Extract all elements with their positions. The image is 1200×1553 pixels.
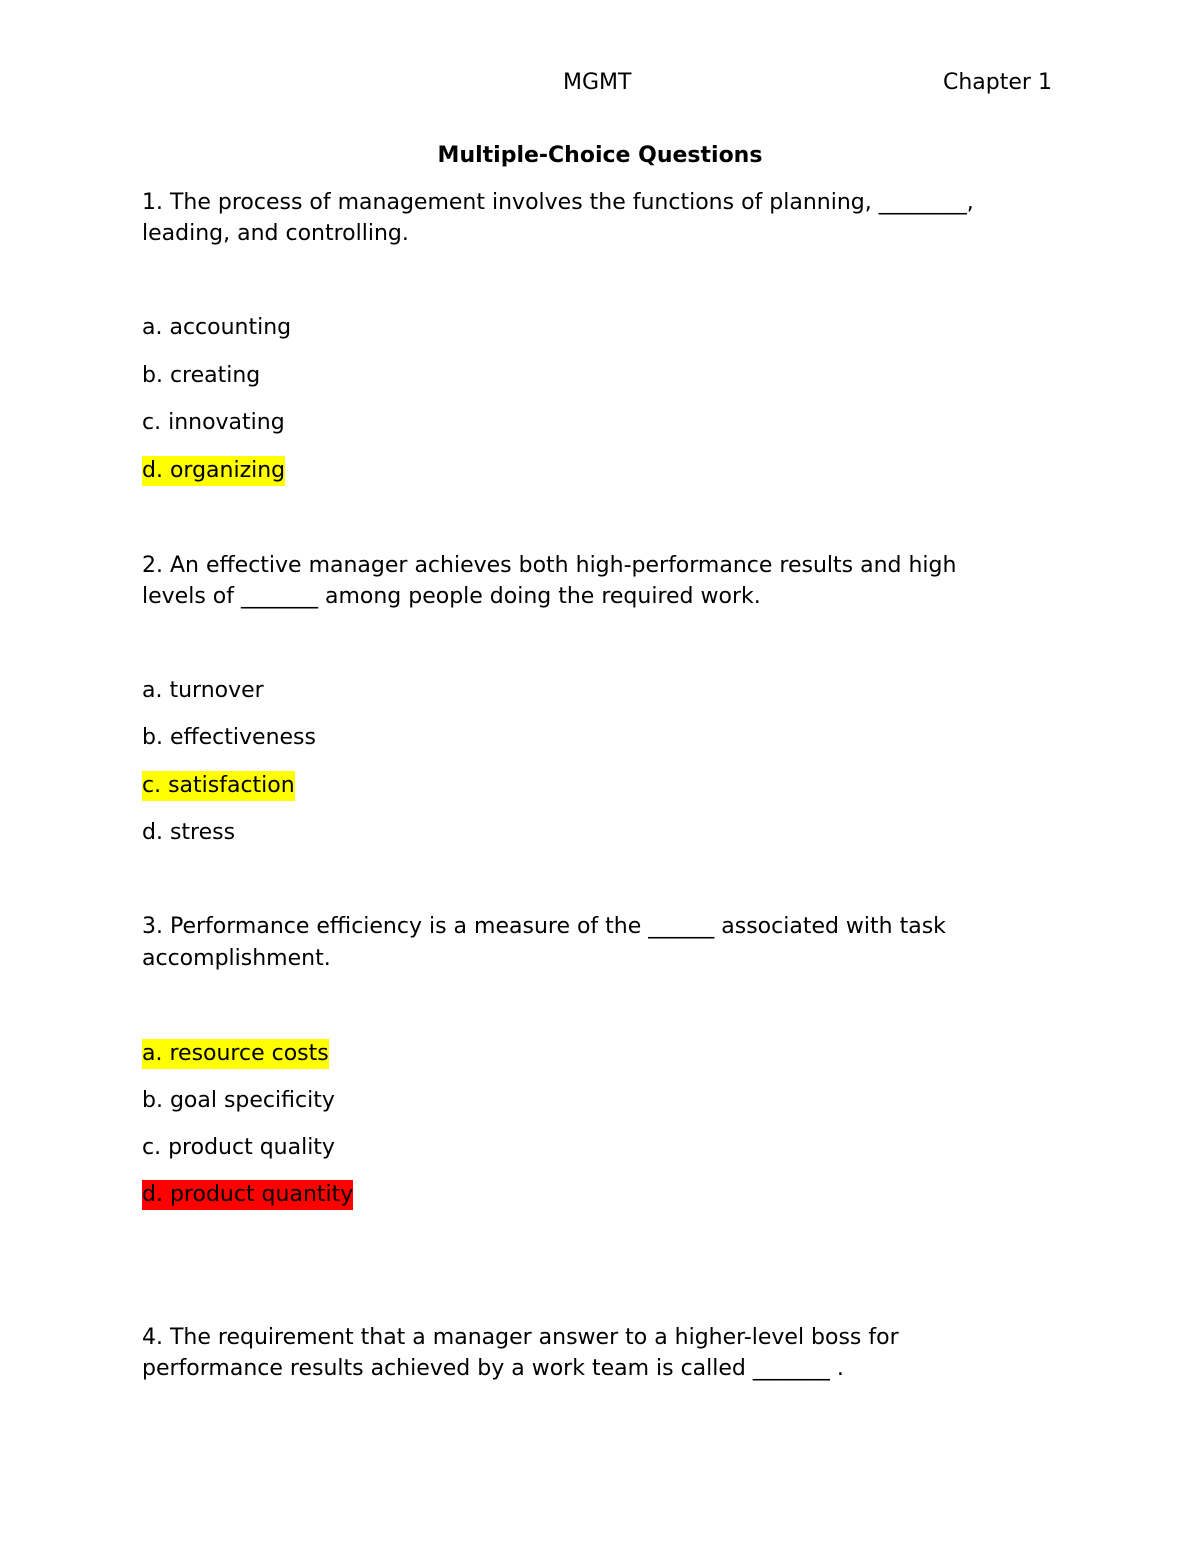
q1-option-d-highlighted: d. organizing (142, 456, 285, 486)
q2-option-b: b. effectiveness (142, 725, 316, 750)
question-3-line-2: accomplishment. (142, 946, 331, 971)
question-2-line-2: levels of _______ among people doing the required work. (142, 584, 761, 609)
q2-option-c-highlighted: c. satisfaction (142, 771, 295, 801)
header-chapter: Chapter 1 (943, 70, 1052, 95)
q1-option-b: b. creating (142, 363, 261, 388)
q1-option-a: a. accounting (142, 315, 292, 340)
question-1-line-2: leading, and controlling. (142, 221, 409, 246)
q3-option-b: b. goal specificity (142, 1088, 335, 1113)
q2-option-a: a. turnover (142, 678, 264, 703)
q1-option-c: c. innovating (142, 410, 285, 435)
q3-option-c: c. product quality (142, 1135, 335, 1160)
question-4-line-1: 4. The requirement that a manager answer to a higher-level boss for (142, 1325, 899, 1350)
page-title: Multiple-Choice Questions (437, 143, 763, 168)
question-2-line-1: 2. An effective manager achieves both high-performance results and high (142, 553, 957, 578)
header-course: MGMT (563, 70, 632, 95)
q3-option-a-highlighted: a. resource costs (142, 1039, 329, 1069)
question-3-line-1: 3. Performance efficiency is a measure of the ______ associated with task (142, 914, 946, 939)
question-4-line-2: performance results achieved by a work team is called _______ . (142, 1356, 844, 1381)
q3-option-d-highlighted: d. product quantity (142, 1180, 353, 1210)
question-1-line-1: 1. The process of management involves the functions of planning, ________, (142, 190, 974, 215)
q2-option-d: d. stress (142, 820, 236, 845)
